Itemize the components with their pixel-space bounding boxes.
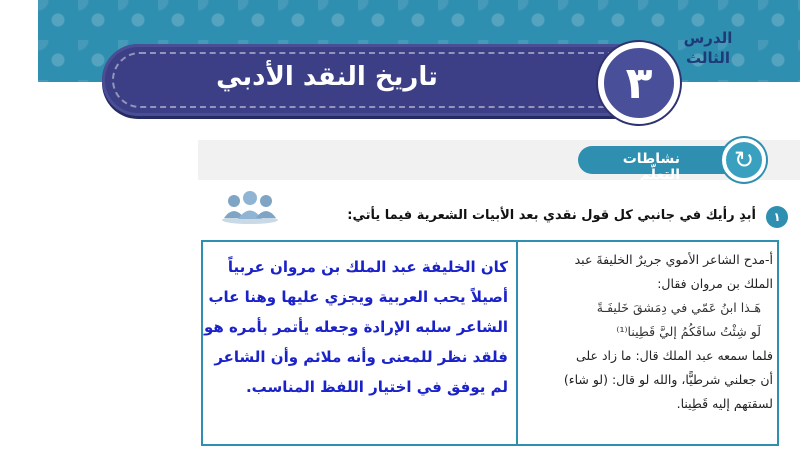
section-title: نشاطات التعلّم [622, 151, 680, 183]
quote-line: فلما سمعه عبد الملك قال: ما زاد على [575, 348, 773, 363]
title-banner [102, 44, 642, 116]
quote-cell [525, 248, 773, 416]
lesson-label-line1: الدرس [683, 29, 733, 47]
activity-table [201, 240, 779, 446]
lesson-number: ٣ [625, 57, 653, 109]
question-text: أبدِ رأيك في جانبي كل قول نقدي بعد الأبيات الشعرية فيما يأتي: [347, 208, 756, 223]
lesson-label [678, 28, 738, 68]
quote-line: لسقتهم إليه قَطِينا. [676, 396, 773, 411]
people-icon [220, 188, 280, 224]
table-divider [516, 242, 518, 444]
quote-line: أن جعلني شرطيًّا، والله لو قال: (لو شاء) [563, 372, 773, 387]
question-number: ١ [766, 206, 788, 228]
verse-line: هَـذا ابنُ عَمّي في دِمَشقَ خَليفَـةً [596, 300, 761, 315]
lesson-number-badge [598, 42, 680, 124]
quote-line: أ-مدح الشاعر الأموي جريرٌ الخليفةَ عبد [574, 252, 773, 267]
page-title: تاريخ النقد الأدبي [216, 62, 438, 92]
lesson-label-line2: الثالث [685, 49, 731, 67]
answer-cell: كان الخليفة عبد الملك بن مروان عربياً أصيلاً يحب العربية ويجزي عليها وهنا عاب الشاعر سلبه الإرادة وجعله يأتمر بأمره هو فلقد نظر للمعنى وأنه ملائم وأن الشاعر لم يوفق في اختيار اللفظ المناسب. [204, 258, 508, 396]
quote-line: الملك بن مروان فقال: [657, 276, 773, 291]
refresh-icon: ↻ [722, 138, 766, 182]
verse-line: لَو شِئْتُ ساقَكُمُ إليَّ قَطِينا⁽¹⁾ [616, 324, 761, 339]
